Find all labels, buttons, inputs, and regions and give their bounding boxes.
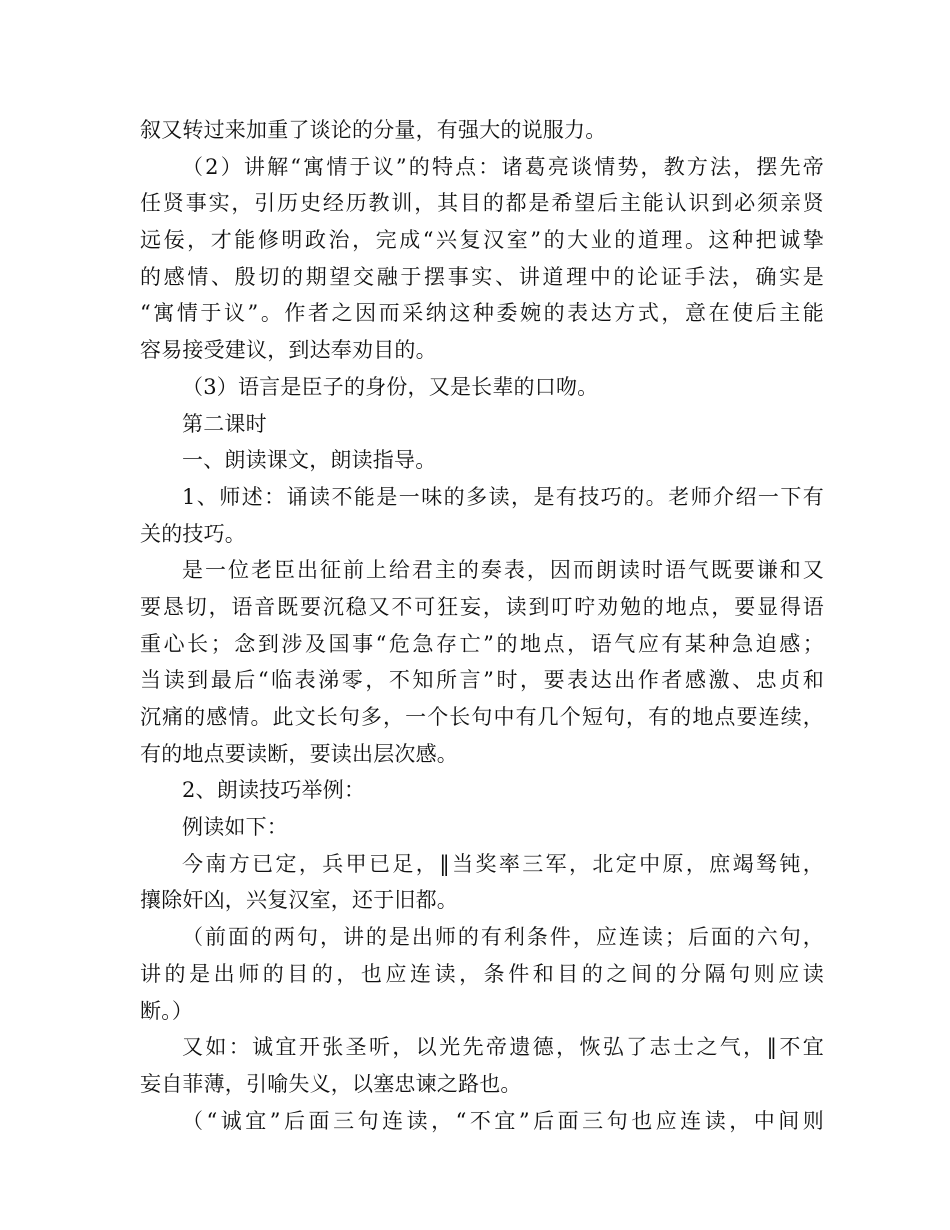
text-line: 2、朗读技巧举例： xyxy=(182,778,366,803)
text-line: 讲的是出师的目的，也应连读，条件和目的之间的分隔句则应读 xyxy=(140,961,824,986)
text-line: 一、朗读课文，朗读指导。 xyxy=(182,448,437,473)
text-line: 叙又转过来加重了谈论的分量，有强大的说服力。 xyxy=(140,118,607,142)
text-line: 例读如下： xyxy=(182,815,288,840)
text-line: 任贤事实，引历史经历教训，其目的都是希望后主能认识到必须亲贤 xyxy=(140,191,824,216)
text-line: 是一位老臣出征前上给君主的奏表，因而朗读时语气既要谦和又 xyxy=(182,558,824,583)
text-line: 要恳切，语音既要沉稳又不可狂妄，读到叮咛劝勉的地点，要显得语 xyxy=(140,594,824,619)
text-line: 有的地点要读断，要读出层次感。 xyxy=(140,741,458,766)
text-line: （3）语言是臣子的身份，又是长辈的口吻。 xyxy=(182,374,599,399)
text-line: 重心长；念到涉及国事“危急存亡”的地点，语气应有某种急迫感； xyxy=(140,631,824,656)
text-line: 的感情、殷切的期望交融于摆事实、讲道理中的论证手法，确实是 xyxy=(140,264,824,289)
text-line: 容易接受建议，到达奉劝目的。 xyxy=(140,338,437,363)
text-line: 妄自菲薄，引喻失义，以塞忠谏之路也。 xyxy=(140,1071,522,1096)
text-line: 远佞，才能修明政治，完成“兴复汉室”的大业的道理。这种把诚挚 xyxy=(140,228,824,253)
text-line: 断。） xyxy=(140,998,194,1023)
text-line: 当读到最后“临表涕零，不知所言”时，要表达出作者感激、忠贞和 xyxy=(140,668,824,693)
text-line: 攘除奸凶，兴复汉室，还于旧都。 xyxy=(140,888,458,913)
text-line: 今南方已定，兵甲已足，‖当奖率三军，北定中原，庶竭驽钝， xyxy=(182,851,824,876)
text-line: （前面的两句，讲的是出师的有利条件，应连读；后面的六句， xyxy=(182,925,824,950)
text-line: 又如：诚宜开张圣听，以光先帝遗德，恢弘了志士之气，‖不宜 xyxy=(182,1035,824,1060)
text-line: 关的技巧。 xyxy=(140,521,246,546)
text-line: 1、师述：诵读不能是一味的多读，是有技巧的。老师介绍一下有 xyxy=(182,484,824,509)
text-line: 沉痛的感情。此文长句多，一个长句中有几个短句，有的地点要连续， xyxy=(140,705,824,729)
body-text xyxy=(140,112,824,1139)
text-line: 第二课时 xyxy=(182,411,267,436)
text-line: “寓情于议”。作者之因而采纳这种委婉的表达方式，意在使后主能 xyxy=(140,301,824,326)
text-line: （“诚宜”后面三句连读，“不宜”后面三句也应连读，中间则 xyxy=(182,1108,824,1133)
text-line: （2）讲解“寓情于议”的特点：诸葛亮谈情势，教方法，摆先帝 xyxy=(182,154,824,179)
